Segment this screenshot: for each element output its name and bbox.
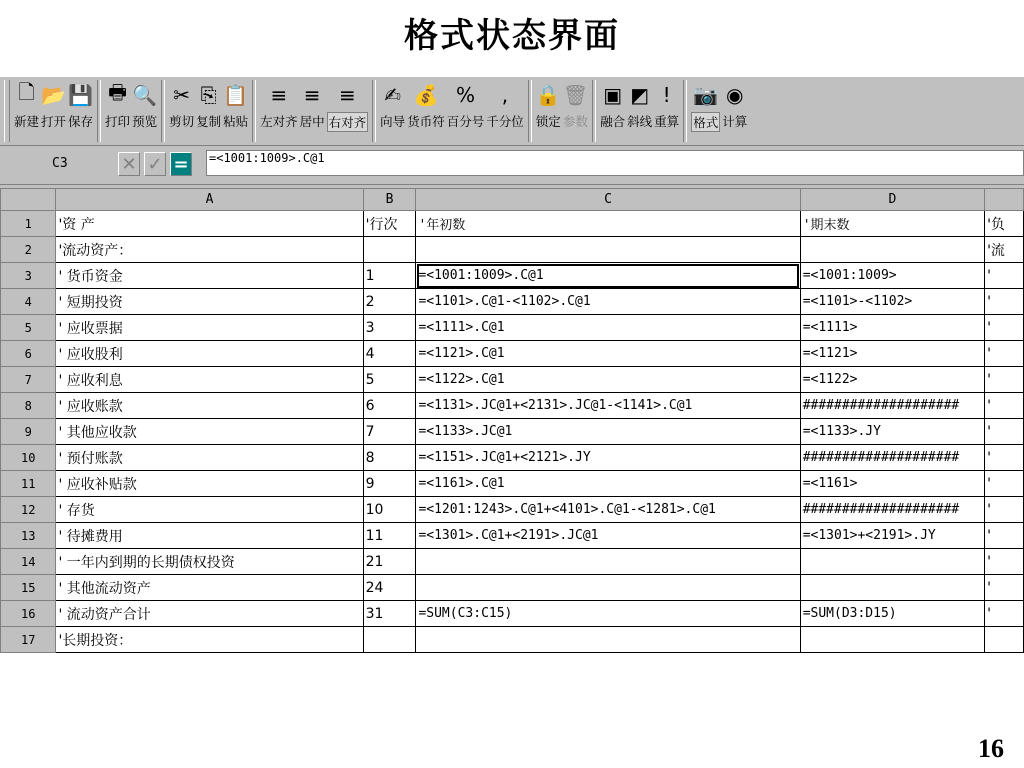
cell-a[interactable]: ' 存货 bbox=[56, 497, 363, 523]
row-header[interactable]: 15 bbox=[1, 575, 56, 601]
toolbar-icon-18: ◩ bbox=[630, 83, 650, 107]
toolbar-grip[interactable] bbox=[4, 80, 10, 142]
table-row bbox=[1, 575, 1024, 601]
cell-a[interactable]: ' 货币资金 bbox=[56, 263, 363, 289]
cell-c[interactable]: =<1161>.C@1 bbox=[416, 471, 800, 497]
row-header[interactable]: 12 bbox=[1, 497, 56, 523]
cell-d[interactable]: =<1122> bbox=[800, 367, 984, 393]
toolbar-button-7[interactable] bbox=[223, 77, 248, 143]
cell-e[interactable]: ' bbox=[985, 471, 1024, 497]
cell-e[interactable]: ' bbox=[985, 523, 1024, 549]
cell-b[interactable]: 8 bbox=[363, 445, 416, 471]
toolbar-separator bbox=[161, 80, 165, 142]
row-header[interactable]: 16 bbox=[1, 601, 56, 627]
cell-b[interactable]: 4 bbox=[363, 341, 416, 367]
toolbar-icon-20: 📷 bbox=[693, 83, 719, 107]
cancel-icon[interactable]: ✕ bbox=[118, 152, 140, 176]
cell-c[interactable]: =<1131>.JC@1+<2131>.JC@1-<1141>.C@1 bbox=[416, 393, 800, 419]
select-all-corner[interactable] bbox=[1, 189, 56, 211]
toolbar-separator bbox=[252, 80, 256, 142]
cell-d[interactable]: #################### bbox=[800, 497, 984, 523]
cell-e[interactable]: ' bbox=[985, 549, 1024, 575]
cell-b[interactable] bbox=[363, 627, 416, 653]
cell-c[interactable]: =<1301>.C@1+<2191>.JC@1 bbox=[416, 523, 800, 549]
cell-b[interactable] bbox=[363, 237, 416, 263]
toolbar-button-0[interactable] bbox=[14, 77, 39, 143]
cell-a[interactable]: '长期投资： bbox=[56, 627, 363, 653]
toolbar-button-15[interactable] bbox=[536, 77, 561, 143]
toolbar-separator bbox=[372, 80, 376, 142]
cell-e[interactable] bbox=[985, 627, 1024, 653]
toolbar-button-20[interactable] bbox=[691, 77, 720, 143]
toolbar-label-3: 打印 bbox=[105, 114, 131, 129]
toolbar-icon-14: , bbox=[501, 83, 509, 107]
toolbar-button-14[interactable] bbox=[486, 77, 524, 143]
table-row bbox=[1, 211, 1024, 237]
row-header[interactable]: 5 bbox=[1, 315, 56, 341]
row-header[interactable]: 13 bbox=[1, 523, 56, 549]
column-header-e[interactable] bbox=[985, 189, 1024, 211]
toolbar-separator bbox=[592, 80, 596, 142]
cell-d[interactable]: #################### bbox=[800, 445, 984, 471]
row-header[interactable]: 9 bbox=[1, 419, 56, 445]
column-header-c[interactable]: C bbox=[416, 189, 800, 211]
cell-e[interactable]: ' bbox=[985, 367, 1024, 393]
cell-b[interactable]: 1 bbox=[363, 263, 416, 289]
toolbar-icon-10: ≡ bbox=[339, 83, 356, 107]
toolbar-label-1: 打开 bbox=[41, 114, 67, 129]
formula-bar bbox=[0, 146, 1024, 185]
toolbar-button-5[interactable] bbox=[169, 77, 194, 143]
cell-d[interactable] bbox=[800, 575, 984, 601]
toolbar-button-2[interactable] bbox=[68, 77, 93, 143]
cell-a[interactable]: ' 应收票据 bbox=[56, 315, 363, 341]
cell-e[interactable]: '流 bbox=[985, 237, 1024, 263]
cell-e[interactable]: ' bbox=[985, 263, 1024, 289]
toolbar-icon-7: 📋 bbox=[223, 83, 249, 107]
row-header[interactable]: 1 bbox=[1, 211, 56, 237]
toolbar-label-8: 左对齐 bbox=[260, 114, 298, 129]
cell-e[interactable]: ' bbox=[985, 575, 1024, 601]
cell-a[interactable]: ' 待摊费用 bbox=[56, 523, 363, 549]
spreadsheet-grid bbox=[0, 188, 1024, 744]
toolbar-icon-6: ⎘ bbox=[200, 83, 217, 107]
cell-c[interactable]: =<1111>.C@1 bbox=[416, 315, 800, 341]
toolbar-icon-11: ✍ bbox=[384, 83, 402, 107]
row-header[interactable]: 2 bbox=[1, 237, 56, 263]
toolbar-button-8[interactable] bbox=[260, 77, 298, 143]
spreadsheet-app bbox=[0, 76, 1024, 744]
toolbar-label-16: 参数 bbox=[562, 114, 588, 129]
cell-c[interactable] bbox=[416, 627, 800, 653]
cell-d[interactable] bbox=[800, 627, 984, 653]
toolbar-icon-12: 💰 bbox=[413, 83, 439, 107]
cell-a[interactable]: ' 应收账款 bbox=[56, 393, 363, 419]
cell-d[interactable]: =<1121> bbox=[800, 341, 984, 367]
row-header[interactable]: 3 bbox=[1, 263, 56, 289]
toolbar-button-13[interactable] bbox=[447, 77, 485, 143]
cell-c[interactable]: =<1133>.JC@1 bbox=[416, 419, 800, 445]
toolbar-separator bbox=[683, 80, 687, 142]
table-row bbox=[1, 601, 1024, 627]
accept-icon[interactable]: ✓ bbox=[144, 152, 166, 176]
cell-c[interactable]: =<1121>.C@1 bbox=[416, 341, 800, 367]
toolbar-button-10[interactable] bbox=[327, 77, 369, 143]
column-header-a[interactable]: A bbox=[56, 189, 363, 211]
table-row bbox=[1, 263, 1024, 289]
cell-a[interactable]: ' 其他流动资产 bbox=[56, 575, 363, 601]
cell-a[interactable]: ' 应收利息 bbox=[56, 367, 363, 393]
toolbar-label-18: 斜线 bbox=[627, 114, 653, 129]
row-header[interactable]: 17 bbox=[1, 627, 56, 653]
cell-b[interactable]: 3 bbox=[363, 315, 416, 341]
cell-d[interactable] bbox=[800, 237, 984, 263]
column-header-b[interactable]: B bbox=[363, 189, 416, 211]
cell-d[interactable]: #################### bbox=[800, 393, 984, 419]
toolbar-icon-1: 📂 bbox=[41, 83, 66, 107]
toolbar-button-16[interactable] bbox=[563, 77, 588, 143]
toolbar-button-12[interactable] bbox=[407, 77, 445, 143]
column-header-d[interactable]: D bbox=[800, 189, 984, 211]
toolbar-label-15: 锁定 bbox=[535, 114, 561, 129]
table-row bbox=[1, 315, 1024, 341]
toolbar-icon-13: % bbox=[455, 83, 475, 107]
toolbar-icon-2: 💾 bbox=[68, 83, 93, 107]
table-row bbox=[1, 289, 1024, 315]
cell-d[interactable]: =<1133>.JY bbox=[800, 419, 984, 445]
slide-title: 格式状态界面 bbox=[404, 16, 620, 56]
cell-e[interactable]: '负 bbox=[985, 211, 1024, 237]
cell-b[interactable]: '行次 bbox=[363, 211, 416, 237]
toolbar-label-17: 融合 bbox=[600, 114, 626, 129]
cell-c[interactable]: =<1001:1009>.C@1 bbox=[416, 263, 800, 289]
table-row bbox=[1, 549, 1024, 575]
cell-c[interactable] bbox=[416, 575, 800, 601]
cell-reference[interactable]: C3 bbox=[52, 156, 68, 171]
cell-b[interactable]: 31 bbox=[363, 601, 416, 627]
cell-d[interactable]: '期末数 bbox=[800, 211, 984, 237]
cell-d[interactable]: =<1101>-<1102> bbox=[800, 289, 984, 315]
cell-b[interactable]: 5 bbox=[363, 367, 416, 393]
toolbar-separator bbox=[97, 80, 101, 142]
toolbar-button-11[interactable] bbox=[380, 77, 405, 143]
toolbar-icon-15: 🔒 bbox=[535, 83, 561, 107]
row-header[interactable]: 11 bbox=[1, 471, 56, 497]
cell-a[interactable]: '流动资产： bbox=[56, 237, 363, 263]
cell-e[interactable]: ' bbox=[985, 289, 1024, 315]
toolbar-label-5: 剪切 bbox=[169, 114, 195, 129]
cell-b[interactable]: 2 bbox=[363, 289, 416, 315]
toolbar-label-4: 预览 bbox=[132, 114, 158, 129]
toolbar-button-21[interactable] bbox=[722, 77, 747, 143]
toolbar-icon-5: ✂ bbox=[173, 83, 190, 107]
cell-e[interactable]: ' bbox=[985, 419, 1024, 445]
toolbar-button-19[interactable] bbox=[654, 77, 679, 143]
cell-d[interactable]: =<1301>+<2191>.JY bbox=[800, 523, 984, 549]
toolbar-label-19: 重算 bbox=[654, 114, 680, 129]
cell-b[interactable]: 9 bbox=[363, 471, 416, 497]
table-row bbox=[1, 393, 1024, 419]
cell-c[interactable]: =<1122>.C@1 bbox=[416, 367, 800, 393]
page-number: 16 bbox=[978, 734, 1004, 763]
cell-b[interactable]: 24 bbox=[363, 575, 416, 601]
cell-e[interactable]: ' bbox=[985, 601, 1024, 627]
cell-b[interactable]: 7 bbox=[363, 419, 416, 445]
toolbar-button-1[interactable] bbox=[41, 77, 66, 143]
cell-e[interactable]: ' bbox=[985, 315, 1024, 341]
toolbar-label-12: 货币符 bbox=[407, 114, 445, 129]
toolbar-icon-4: 🔍 bbox=[132, 83, 158, 107]
cell-a[interactable]: ' 应收补贴款 bbox=[56, 471, 363, 497]
cell-e[interactable]: ' bbox=[985, 445, 1024, 471]
cell-b[interactable]: 6 bbox=[363, 393, 416, 419]
cell-a[interactable]: ' 一年内到期的长期债权投资 bbox=[56, 549, 363, 575]
toolbar-icon-3: 🖶 bbox=[108, 80, 127, 104]
row-header[interactable]: 6 bbox=[1, 341, 56, 367]
cell-a[interactable]: ' 应收股利 bbox=[56, 341, 363, 367]
toolbar-label-11: 向导 bbox=[380, 114, 406, 129]
cell-b[interactable]: 10 bbox=[363, 497, 416, 523]
table-row bbox=[1, 419, 1024, 445]
toolbar-label-9: 居中 bbox=[299, 114, 325, 129]
row-header[interactable]: 4 bbox=[1, 289, 56, 315]
cell-e[interactable]: ' bbox=[985, 341, 1024, 367]
table-row bbox=[1, 341, 1024, 367]
toolbar-label-6: 复制 bbox=[196, 114, 222, 129]
toolbar-separator bbox=[528, 80, 532, 142]
table-row bbox=[1, 523, 1024, 549]
cell-e[interactable]: ' bbox=[985, 393, 1024, 419]
cell-a[interactable]: '资 产 bbox=[56, 211, 363, 237]
cell-a[interactable]: ' 流动资产合计 bbox=[56, 601, 363, 627]
toolbar-button-4[interactable] bbox=[132, 77, 157, 143]
cell-a[interactable]: ' 其他应收款 bbox=[56, 419, 363, 445]
sheet-table bbox=[0, 188, 1024, 653]
toolbar-icon-9: ≡ bbox=[303, 83, 321, 107]
toolbar bbox=[0, 76, 1024, 146]
cell-a[interactable]: ' 预付账款 bbox=[56, 445, 363, 471]
toolbar-button-6[interactable] bbox=[196, 77, 221, 143]
table-row bbox=[1, 367, 1024, 393]
cell-c[interactable] bbox=[416, 549, 800, 575]
column-header-row bbox=[1, 189, 1024, 211]
toolbar-button-17[interactable] bbox=[600, 77, 625, 143]
cell-b[interactable]: 11 bbox=[363, 523, 416, 549]
toolbar-icon-16: 🗑 bbox=[562, 83, 589, 107]
row-header[interactable]: 14 bbox=[1, 549, 56, 575]
table-row bbox=[1, 445, 1024, 471]
toolbar-label-20: 格式 bbox=[691, 112, 720, 132]
toolbar-label-21: 计算 bbox=[722, 114, 748, 129]
cell-c[interactable] bbox=[416, 237, 800, 263]
toolbar-button-3[interactable] bbox=[105, 77, 130, 143]
row-header[interactable]: 10 bbox=[1, 445, 56, 471]
toolbar-label-13: 百分号 bbox=[446, 114, 485, 129]
table-row bbox=[1, 497, 1024, 523]
row-header[interactable]: 7 bbox=[1, 367, 56, 393]
cell-d[interactable]: =<1111> bbox=[800, 315, 984, 341]
toolbar-icon-0: 🗋 bbox=[18, 80, 35, 104]
toolbar-button-9[interactable] bbox=[300, 77, 325, 143]
cell-c[interactable]: =<1201:1243>.C@1+<4101>.C@1-<1281>.C@1 bbox=[416, 497, 800, 523]
row-header[interactable]: 8 bbox=[1, 393, 56, 419]
cell-b[interactable]: 21 bbox=[363, 549, 416, 575]
toolbar-label-10: 右对齐 bbox=[327, 112, 369, 132]
toolbar-button-18[interactable] bbox=[627, 77, 652, 143]
toolbar-label-0: 新建 bbox=[14, 114, 40, 129]
cell-a[interactable]: ' 短期投资 bbox=[56, 289, 363, 315]
cell-d[interactable] bbox=[800, 549, 984, 575]
toolbar-icon-21: ◉ bbox=[725, 83, 744, 107]
table-row bbox=[1, 471, 1024, 497]
toolbar-icon-8: ≡ bbox=[270, 83, 288, 107]
toolbar-label-7: 粘贴 bbox=[223, 114, 249, 129]
toolbar-icon-19: ! bbox=[662, 83, 671, 107]
cell-c[interactable]: =<1101>.C@1-<1102>.C@1 bbox=[416, 289, 800, 315]
cell-c[interactable]: '年初数 bbox=[416, 211, 800, 237]
table-row bbox=[1, 627, 1024, 653]
toolbar-label-14: 千分位 bbox=[486, 114, 524, 129]
formula-input[interactable]: =<1001:1009>.C@1 bbox=[206, 150, 1024, 176]
toolbar-icon-17: ▣ bbox=[603, 83, 623, 107]
toolbar-label-2: 保存 bbox=[68, 114, 94, 129]
table-row bbox=[1, 237, 1024, 263]
cell-d[interactable]: =SUM(D3:D15) bbox=[800, 601, 984, 627]
cell-e[interactable]: ' bbox=[985, 497, 1024, 523]
cell-c[interactable]: =<1151>.JC@1+<2121>.JY bbox=[416, 445, 800, 471]
cell-c[interactable]: =SUM(C3:C15) bbox=[416, 601, 800, 627]
cell-d[interactable]: =<1001:1009> bbox=[800, 263, 984, 289]
cell-d[interactable]: =<1161> bbox=[800, 471, 984, 497]
equals-icon[interactable]: = bbox=[170, 152, 192, 176]
